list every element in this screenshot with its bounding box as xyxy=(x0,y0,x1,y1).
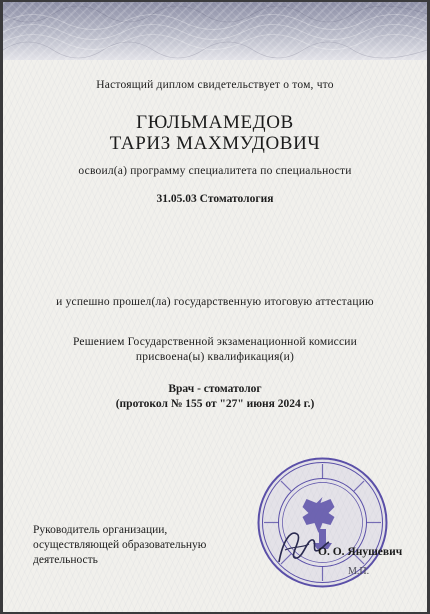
organization-head-label xyxy=(33,523,233,568)
specialty-code: 31.05.03 Стоматология xyxy=(156,193,274,205)
attestation-text: и успешно прошел(ла) государственную итоговую аттестацию xyxy=(56,296,374,308)
signer-name: О. О. Янушевич xyxy=(318,546,403,558)
decision-text-line2: присвоена(ы) квалификация(и) xyxy=(135,351,295,363)
diploma-page xyxy=(3,2,427,612)
protocol-reference: (протокол № 155 от "27" июня 2024 г.) xyxy=(115,398,315,410)
security-pattern-band xyxy=(3,2,427,60)
role-line-2: осуществляющей образовательную xyxy=(33,539,207,551)
graduate-surname: ГЮЛЬМАМЕДОВ xyxy=(136,112,294,133)
decision-text-line1: Решением Государственной экзаменационной комиссии xyxy=(72,336,357,348)
qualification-title: Врач - стоматолог xyxy=(168,383,262,395)
stamp-place-label: М.П. xyxy=(348,566,370,577)
graduate-given-names: ТАРИЗ МАХМУДОВИЧ xyxy=(109,133,321,154)
role-line-3: деятельность xyxy=(33,554,98,566)
program-text: освоил(а) программу специалитета по специальности xyxy=(78,165,352,177)
intro-text: Настоящий диплом свидетельствует о том, что xyxy=(96,79,334,91)
role-line-1: Руководитель организации, xyxy=(33,524,168,536)
